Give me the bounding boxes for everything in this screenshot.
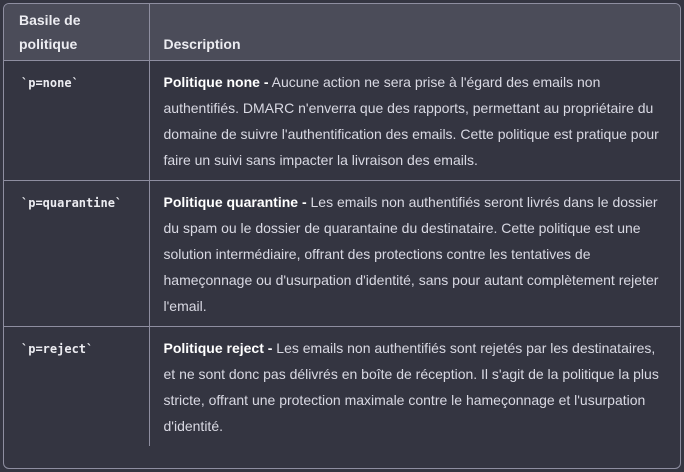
policy-title-quarantine: Politique quarantine - <box>163 194 307 210</box>
policy-table-container <box>3 3 681 469</box>
policy-description-cell <box>149 61 680 181</box>
policy-key-cell <box>4 327 149 447</box>
table-row <box>4 327 680 447</box>
policy-key-cell <box>4 61 149 181</box>
policy-text-quarantine: Les emails non authentifiés seront livrés dans le dossier du spam ou le dossier de quarantaine du destinataire. Cette politique est une solution intermédiaire, offrant des protections contre les tentatives de hameçonnage ou d'usurpation d'identité, sans pour autant complètement rejeter l'email. <box>163 194 659 314</box>
policy-description-cell <box>149 327 680 447</box>
policy-key-quarantine: `p=quarantine` <box>21 196 123 210</box>
policy-description-cell <box>149 181 680 327</box>
policy-text-reject: Les emails non authentifiés sont rejetés par les destinataires, et ne sont donc pas délivrés en boîte de réception. Il s'agit de la politique la plus stricte, offrant une protection maximale contre le hameçonnage et l'usurpation d'identité. <box>163 340 659 434</box>
header-description <box>149 4 680 61</box>
policy-key-cell <box>4 181 149 327</box>
header-policy-base-label: Basile de politique <box>19 12 81 52</box>
table-row <box>4 61 680 181</box>
policy-title-none: Politique none - <box>163 74 269 90</box>
table-row <box>4 181 680 327</box>
policy-key-none: `p=none` <box>21 76 79 90</box>
policy-key-reject: `p=reject` <box>21 342 94 356</box>
header-description-label: Description <box>163 36 241 52</box>
header-policy-base <box>4 4 149 61</box>
policy-text-none: Aucune action ne sera prise à l'égard des emails non authentifiés. DMARC n'enverra que des rapports, permettant au propriétaire du domaine de suivre l'authentification des emails. Cette politique est pratique pour faire un suivi sans impacter la livraison des emails. <box>163 74 659 168</box>
table-header-row <box>4 4 680 61</box>
policy-title-reject: Politique reject - <box>163 340 273 356</box>
dmarc-policy-table <box>4 4 680 446</box>
